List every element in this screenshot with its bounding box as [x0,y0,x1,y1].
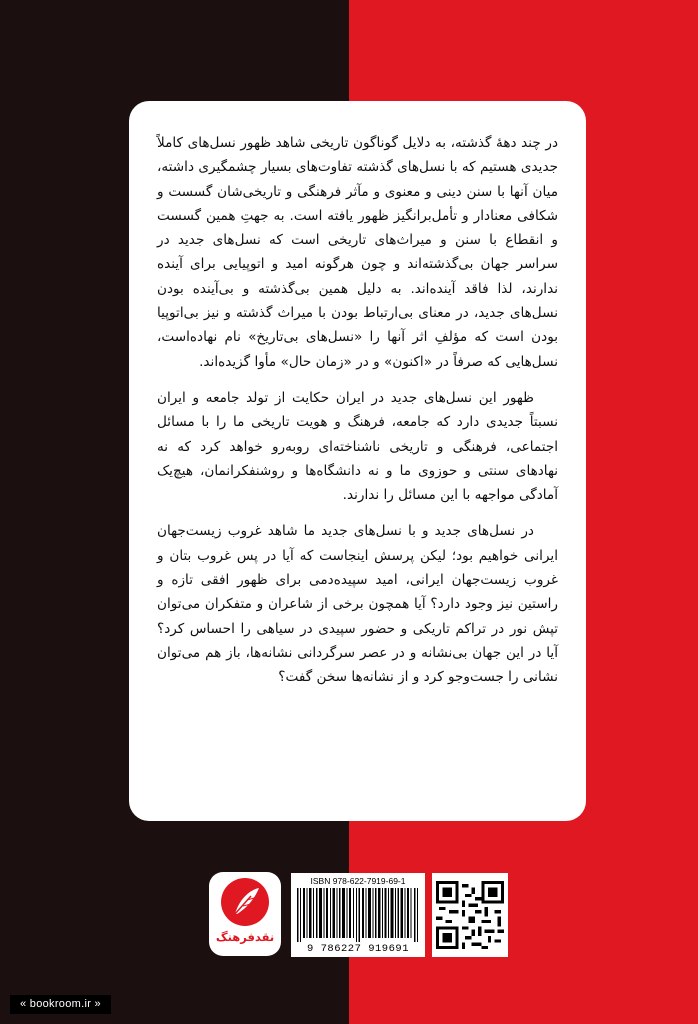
barcode-icon [295,888,421,942]
isbn-barcode [291,873,425,957]
text-card [129,101,586,821]
qr-code-icon [432,873,508,957]
paragraph-2: ظهور این نسل‌های جدید در ایران حکایت از تولد جامعه و ایران نسبتاً جدیدی دارد که جامعه، فرهنگ و هویت تاریخی ما را با مسائل اجتماعی، فرهنگی و تاریخی ناشناخته‌ای روبه‌رو خواهد کرد که نه نهادهای سنتی و حوزوی ما و نه دانشگاه‌ها و روشنفکرانمان، هیچ‌یک آمادگی مواجهه با این مسائل را ندارند. [157,389,558,504]
paragraph-3: در نسل‌های جدید و با نسل‌های جدید ما شاهد غروب زیست‌جهان ایرانی خواهیم بود؛ لیکن پرسش اینجاست که آیا در پس غروب بتان و غروب زیست‌جهان ایرانی، امید سپیده‌دمی برای ظهور افقی تازه و راستین نیز وجود دارد؟ آیا همچون برخی از شاعران و متفکران می‌توان تپش نور در تراکم تاریکی و حضور سپیدی در سیاهی را احساس کرد؟ آیا در این جهان بی‌نشانه و در عصر سرگردانی نشانه‌ها، باز هم می‌توان نشانی را جست‌وجو کرد و از نشانه‌ها سخن گفت؟ [157,523,558,686]
barcode-digits: 9 786227 919691 [306,943,409,955]
site-watermark: « bookroom.ir » [10,995,111,1014]
paragraph-1: در چند دههٔ گذشته، به دلایل گوناگون تاریخی شاهد ظهور نسل‌های کاملاً جدیدی هستیم که با نسل‌های گذشته تفاوت‌های بسیار چشمگیری داشته، میان آنها با سنن دینی و معنوی و مآثر فرهنگی و تاریخی‌شان گسست و شکافی معنادار و تأمل‌برانگیز ظهور یافته است. به جهتِ همین گسست و انقطاع با سنن و میراث‌های تاریخی است که نسل‌های جدید در سراسر جهان بی‌گذشته‌اند و چون هرگونه امید و اتوپیایی برای آینده ندارند، لذا فاقد آینده‌اند. به دلیل همین بی‌گذشته و بی‌آینده بودن نسل‌های جدید، در معنای بی‌ارتباط بودن با میراث گذشته و نیز بی‌اتوپیا بودن است که مؤلفِ اثر آنها را «نسل‌های بی‌تاریخ» نام نهاده‌است، نسل‌هایی که صرفاً در «اکنون» و در «زمان حال» مأوا گزیده‌اند. [157,135,558,370]
back-cover-text [157,131,558,690]
quill-logo-icon [221,878,269,926]
publisher-name: نقدفرهنگ [215,930,275,944]
publisher-logo [209,872,281,956]
isbn-label: ISBN 978-622-7919-69-1 [310,876,406,886]
